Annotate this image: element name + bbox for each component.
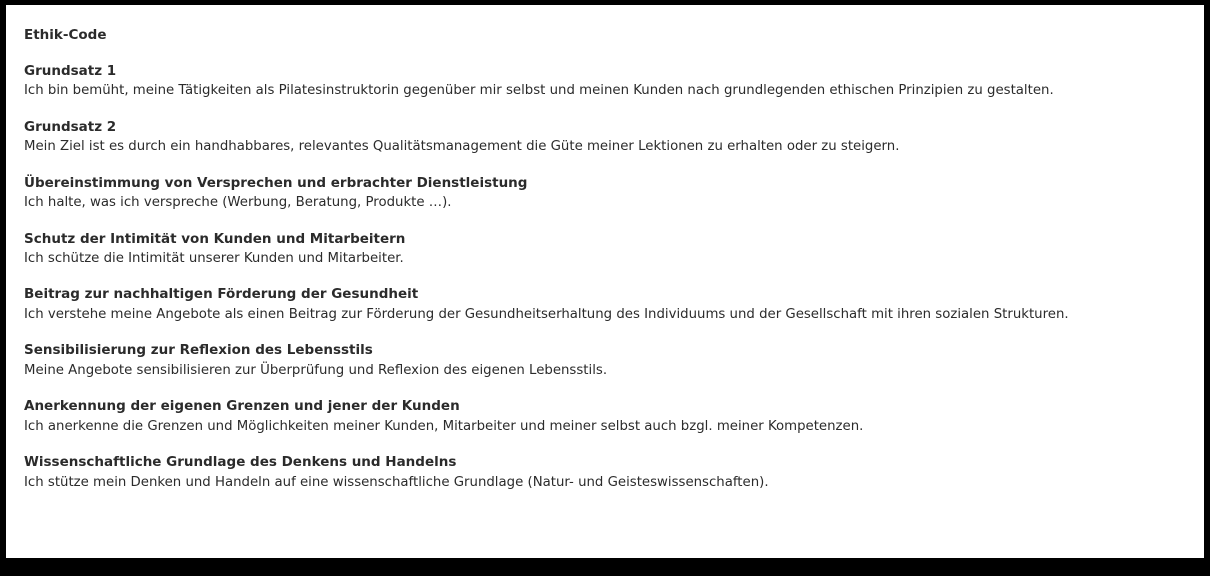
section-heading: Anerkennung der eigenen Grenzen und jener der Kunden [24,398,460,415]
section-heading: Übereinstimmung von Versprechen und erbrachter Dienstleistung [24,174,528,191]
document-section [24,454,1186,492]
document-section [24,175,1186,213]
section-heading: Beitrag zur nachhaltigen Förderung der Gesundheit [24,286,419,303]
document-section [24,398,1186,436]
section-body: Mein Ziel ist es durch ein handhabbares, relevantes Qualitätsmanagement die Güte meiner Lektionen zu erhalten oder zu steigern. [24,139,900,155]
section-body: Ich stütze mein Denken und Handeln auf eine wissenschaftliche Grundlage (Natur- und Geisteswissenschaften). [24,474,769,490]
section-heading: Grundsatz 2 [24,118,117,135]
document-page [6,5,1204,558]
page-title: Ethik-Code [24,27,107,43]
section-body: Ich schütze die Intimität unserer Kunden und Mitarbeiter. [24,251,404,267]
section-heading: Schutz der Intimität von Kunden und Mitarbeitern [24,230,406,247]
section-body: Ich verstehe meine Angebote als einen Beitrag zur Förderung der Gesundheitserhaltung des Individuums und der Gesellschaft mit ihren sozialen Strukturen. [24,306,1069,322]
document-section [24,286,1186,324]
document-section [24,231,1186,269]
section-heading: Sensibilisierung zur Reflexion des Lebensstils [24,342,373,359]
section-body: Ich bin bemüht, meine Tätigkeiten als Pilatesinstruktorin gegenüber mir selbst und meinen Kunden nach grundlegenden ethischen Prinzipien zu gestalten. [24,83,1054,99]
section-body: Ich halte, was ich verspreche (Werbung, Beratung, Produkte …). [24,195,452,211]
section-body: Ich anerkenne die Grenzen und Möglichkeiten meiner Kunden, Mitarbeiter und meiner selbst auch bzgl. meiner Kompetenzen. [24,418,864,434]
section-heading: Grundsatz 1 [24,62,117,79]
document-section [24,119,1186,157]
section-heading: Wissenschaftliche Grundlage des Denkens und Handelns [24,454,457,471]
document-section [24,63,1186,101]
section-body: Meine Angebote sensibilisieren zur Überprüfung und Reflexion des eigenen Lebensstils. [24,362,608,378]
document-section [24,342,1186,380]
